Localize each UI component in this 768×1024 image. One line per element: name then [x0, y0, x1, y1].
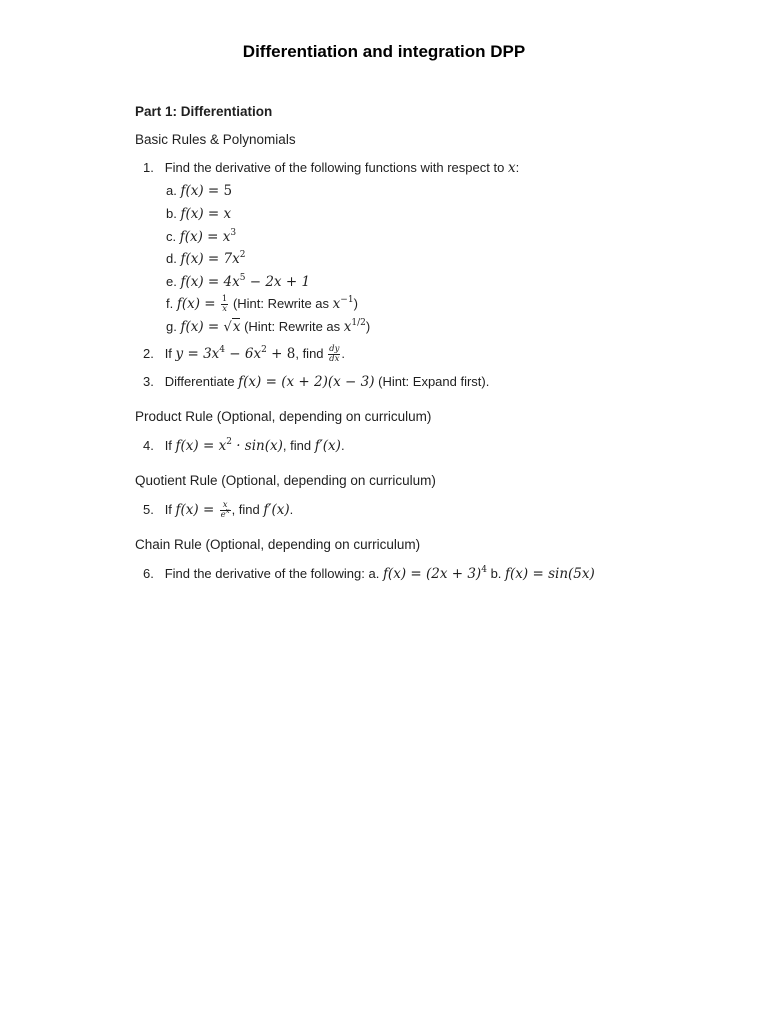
expression-lhs: f(x) = x [175, 438, 227, 454]
item-1d [166, 250, 245, 268]
question-hint: (Hint: Expand first). [378, 374, 490, 389]
item-hint: (Hint: Rewrite as [232, 296, 330, 311]
question-prefix: If [164, 346, 172, 361]
item-term-1: 4x [223, 274, 240, 290]
part-a-exponent: 4 [481, 565, 487, 575]
part-b-expression: f(x) = sin(5x) [505, 566, 595, 582]
item-exponent: 2 [239, 250, 246, 260]
item-1c [166, 228, 236, 246]
question-colon: : [515, 160, 520, 175]
item-lhs: f(x) = [180, 319, 224, 335]
item-label: e. [166, 274, 177, 289]
exponent-2: 2 [261, 345, 267, 355]
fraction-denominator: dx [329, 354, 340, 365]
question-number: 2. [143, 346, 154, 361]
period: . [341, 346, 346, 361]
exponent-1: 4 [219, 345, 226, 355]
question-number: 1. [143, 160, 154, 175]
document-title: Differentiation and integration DPP [242, 42, 526, 61]
target-derivative: f′(x) [314, 438, 341, 454]
expression: f(x) = (x + 2)(x − 3) [238, 374, 375, 390]
item-lhs: f(x) = [180, 251, 224, 267]
period: . [289, 502, 294, 517]
denominator-exponent: x [225, 507, 230, 516]
question-5 [143, 501, 293, 520]
equation-end: + 8 [266, 346, 296, 362]
item-lhs: f(x) = [179, 229, 223, 245]
fraction-numerator: x [220, 501, 231, 511]
item-base: x [222, 229, 231, 245]
equation-mid: − 6x [225, 346, 262, 362]
question-3 [143, 373, 489, 391]
section-heading-quotient: Quotient Rule (Optional, depending on curriculum) [135, 473, 436, 488]
item-1f [166, 295, 358, 314]
fraction-numerator: 1 [221, 294, 228, 305]
question-4 [143, 437, 345, 455]
find-text: , find [282, 438, 312, 453]
item-label: a. [166, 183, 177, 198]
item-term-2: − 2x + 1 [245, 274, 311, 290]
item-rhs: x [223, 206, 232, 222]
find-text: , find [295, 346, 324, 361]
fraction-denominator: x [222, 304, 228, 315]
part-a-expression: f(x) = (2x + 3) [382, 566, 482, 582]
hint-base: x [332, 296, 341, 312]
fraction-numerator: dy [329, 344, 340, 355]
find-text: , find [231, 502, 260, 517]
item-1e [166, 273, 310, 291]
sqrt-symbol: √ [223, 320, 232, 335]
question-number: 3. [143, 374, 154, 389]
question-number: 4. [143, 438, 154, 453]
quotient-fraction [220, 501, 231, 520]
item-lhs: f(x) = [180, 274, 224, 290]
item-label: d. [166, 251, 177, 266]
item-lhs: f(x) = [176, 296, 220, 312]
question-variable: x [507, 160, 516, 176]
expression-lhs: f(x) = [175, 502, 219, 518]
denominator-base: e [220, 510, 226, 521]
question-prefix: If [164, 438, 172, 453]
question-1 [143, 159, 519, 177]
question-number: 6. [143, 566, 154, 581]
question-text: Find the derivative of the following: a. [164, 566, 380, 581]
question-6 [143, 565, 595, 583]
item-label: b. [166, 206, 177, 221]
item-1g [166, 318, 370, 337]
exponent: 2 [226, 437, 232, 447]
item-label: c. [166, 229, 177, 244]
section-heading-basic: Basic Rules & Polynomials [135, 132, 296, 147]
item-exponent: 5 [239, 273, 246, 283]
equation-lhs: y = 3x [175, 346, 220, 362]
item-label: f. [166, 296, 174, 311]
item-1a [166, 182, 232, 200]
section-heading-chain: Chain Rule (Optional, depending on curriculum) [135, 537, 421, 552]
target-derivative: f′(x) [263, 502, 290, 518]
hint-close: ) [365, 319, 371, 334]
hint-exponent: −1 [340, 295, 354, 305]
question-number: 5. [143, 502, 154, 517]
derivative-fraction [328, 345, 340, 364]
item-rhs: 5 [223, 183, 233, 199]
hint-exponent: 1/2 [351, 318, 366, 328]
item-exponent: 3 [230, 228, 237, 238]
item-1b [166, 205, 231, 223]
question-prefix: If [164, 502, 172, 517]
item-label: g. [166, 319, 177, 334]
section-heading-product: Product Rule (Optional, depending on curriculum) [135, 409, 432, 424]
part-b-label: b. [490, 566, 502, 581]
fraction [221, 295, 228, 314]
item-hint: (Hint: Rewrite as [244, 319, 341, 334]
item-lhs: f(x) = [180, 206, 224, 222]
question-2 [143, 345, 345, 364]
hint-close: ) [353, 296, 358, 311]
fraction-denominator [220, 507, 231, 521]
question-text: Find the derivative of the following functions with respect to [164, 160, 505, 175]
period: . [340, 438, 345, 453]
part-heading: Part 1: Differentiation [135, 104, 273, 119]
item-lhs: f(x) = [180, 183, 224, 199]
expression-rest: · sin(x) [231, 438, 283, 454]
item-base: 7x [223, 251, 240, 267]
question-prefix: Differentiate [164, 374, 235, 389]
sqrt-argument: x [232, 319, 241, 335]
hint-base: x [343, 319, 352, 335]
